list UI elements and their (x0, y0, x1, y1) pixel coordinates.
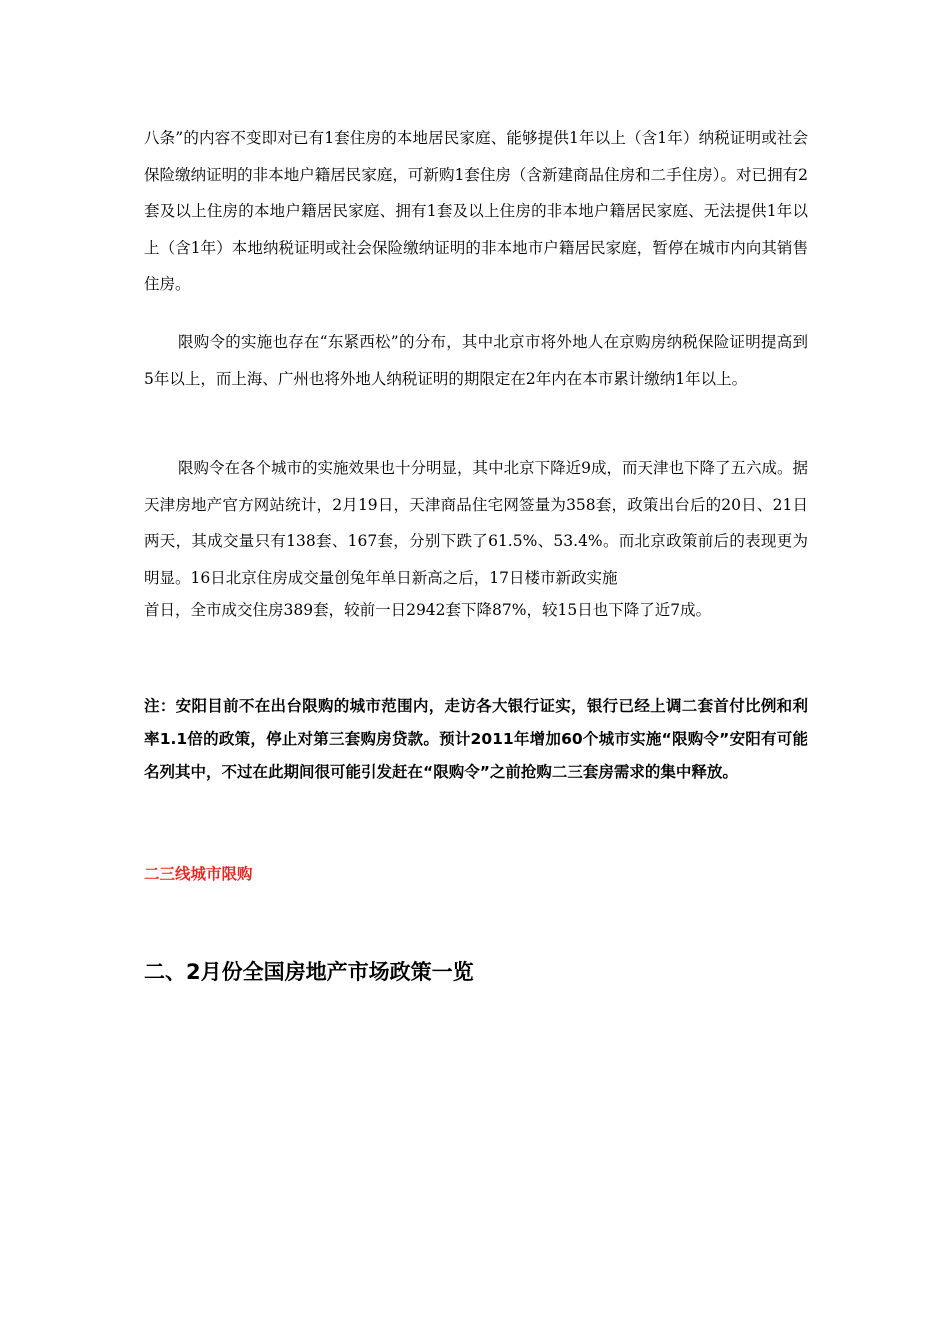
red-subheading: 二三线城市限购 (144, 865, 253, 883)
paragraph-purchase-rules: 八条”的内容不变即对已有1套住房的本地居民家庭、能够提供1年以上（含1年）纳税证明或社会保险缴纳证明的非本地户籍居民家庭，可新购1套住房（含新建商品住房和二手住房）。对已拥有2套及以上住房的本地户籍居民家庭、拥有1套及以上住房的非本地户籍居民家庭、无法提供1年以上（含1年）本地纳税证明或社会保险缴纳证明的非本地市户籍居民家庭，暂停在城市内向其销售住房。 (144, 129, 808, 293)
paragraph-east-tight-west-loose: 限购令的实施也存在“东紧西松”的分布，其中北京市将外地人在京购房纳税保险证明提高到5年以上，而上海、广州也将外地人纳税证明的期限定在2年内在本市累计缴纳1年以上。 (144, 333, 808, 388)
paragraph-effect-statistics: 限购令在各个城市的实施效果也十分明显，其中北京下降近9成，而天津也下降了五六成。据天津房地产官方网站统计，2月19日，天津商品住宅网签量为358套，政策出台后的20日、21日两天，其成交量只有138套、167套，分别下跌了61.5%、53.4%。而北京政策前后的表现更为明显。16日北京住房成交量创兔年单日新高之后，17日楼市新政实施 (144, 459, 808, 587)
paragraph-effect-statistics-end: 首日，全市成交住房389套，较前一日2942套下降87%，较15日也下降了近7成。 (144, 601, 712, 619)
section-heading: 二、2月份全国房地产市场政策一览 (144, 960, 474, 984)
note-anyang: 注：安阳目前不在出台限购的城市范围内，走访各大银行证实，银行已经上调二套首付比例和利率1.1倍的政策，停止对第三套购房贷款。预计2011年增加60个城市实施“限购令”安阳有可能名列其中，不过在此期间很可能引发赶在“限购令”之前抢购二三套房需求的集中释放。 (144, 697, 808, 781)
